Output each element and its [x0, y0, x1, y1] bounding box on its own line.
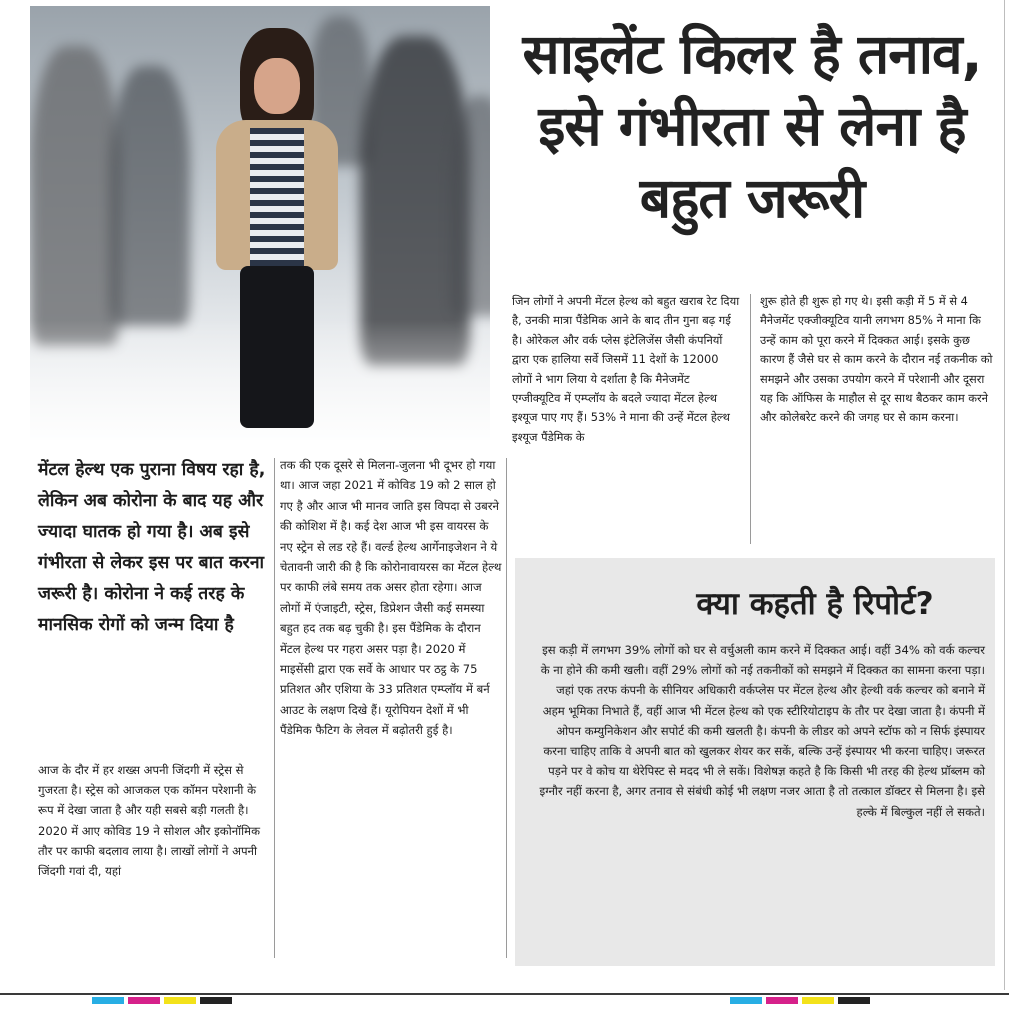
column-4-body: शुरू होते ही शुरू हो गए थे। इसी कड़ी में 5 में से 4 मैनेजमेंट एक्जीक्यूटिव यानी लगभग 85% ने माना कि उन्हें काम को पूरा करने में दिक्कत आई। इसके कुछ कारण हैं जैसे घर से काम करने के दौरान नई तकनीक को समझने और उसका उपयोग करने में परेशानी और दूसरा यह कि ऑफिस के माहौल से दूर साथ बैठकर काम करने और कोलेबरेट करने की जगह घर से काम करना। — [760, 294, 993, 425]
report-body: इस कड़ी में लगभग 39% लोगों को घर से वर्चुअली काम करने में दिक्कत आई। वहीं 34% को वर्क कल्चर के ना होने की कमी खली। वहीं 29% लोगों को नई तकनीकों को समझने में दिक्कत का सामना करना पड़ा। जहां एक तरफ कंपनी के सीनियर अधिकारी वर्कप्लेस पर मेंटल हेल्थ और हेल्थी वर्क कल्चर को बनाने में अहम भूमिका निभाते हैं, वहीं आज भी मेंटल हेल्थ को एक स्टीरियोटाइप के तौर पर देखा जाता है। कंपनी में ओपन कम्युनिकेशन और सपोर्ट की कमी खलती है। कंपनी के लीडर को अपने स्टॉफ को न सिर्फ इंस्पायर करना चाहिए ताकि वे अपनी बात को खुलकर शेयर कर सकें, बल्कि उन्हें इंस्पायर भी करना चाहिए। जरूरत पड़ने पर वे कोच या थेरेपिस्ट से मदद भी ले सकें। विशेषज्ञ कहते है कि किसी भी तरह की हेल्थ प्रॉब्लम को इग्नौर नहीं करना है, अगर तनाव से संबंधी कोई भी लक्षण नजर आता है तो तत्काल डॉक्टर से मिलना है। इसे हल्के में बिल्कुल नहीं ले सकते। — [539, 643, 985, 819]
registration-color-bars — [730, 997, 870, 1004]
registration-color-bars — [92, 997, 232, 1004]
black-mark — [200, 997, 232, 1004]
stressed-woman-photo — [30, 6, 490, 440]
column-2-body: तक की एक दूसरे से मिलना-जुलना भी दूभर हो गया था। आज जहा 2021 में कोविड 19 को 2 साल हो गए है और आज भी मानव जाति इस विपदा से उबरने की कोशिश में है। कई देश आज भी इस वायरस के नए स्ट्रेन से लड रहे हैं। वर्ल्ड हेल्थ आर्गेनाइजेशन ने ये चेतावनी जारी की है कि कोरोनावायरस का मेंटल हेल्थ पर काफी लंबे समय तक असर होता रहेगा। आज लोगों में एंजाइटी, स्ट्रेस, डिप्रेशन जैसी कई समस्या बहुत हद तक बढ़ चुकी है। इस पैंडेमिक के दौरान मेंटल हेल्थ पर गहरा असर पड़ा है। 2020 में माइसेंसी द्वारा एक सर्वे के आधार पर ठट्ठ के 75 प्रतिशत और एशिया के 33 प्रतिशत एम्प्लॉय में बर्न आउट के लक्षण दिखे हैं। यूरोपियन देशों में भी पैंडेमिक फैटिग के लेवल में बढ़ोतरी हुई है। — [280, 458, 502, 738]
report-box — [515, 558, 995, 966]
blurred-pedestrian — [110, 66, 190, 326]
blurred-pedestrian — [450, 96, 490, 316]
column-divider — [750, 294, 751, 544]
article-lead: मेंटल हेल्थ एक पुराना विषय रहा है, लेकिन अब कोरोना के बाद यह और ज्यादा घातक हो गया है। अब इसे गंभीरता से लेकर इस पर बात करना जरूरी है। कोरोना ने कई तरह के मानसिक रोगों को जन्म दिया है — [38, 460, 266, 635]
woman-covering-face-figure — [212, 28, 342, 428]
magenta-mark — [766, 997, 798, 1004]
cyan-mark — [92, 997, 124, 1004]
page-bottom-rule — [0, 993, 1009, 995]
column-1-body: आज के दौर में हर शख्स अपनी जिंदगी में स्ट्रेस से गुजरता है। स्ट्रेस को आजकल एक कॉमन परेशानी के रूप में देखा जाता है और यही सबसे बड़ी गलती है। 2020 में आए कोविड 19 ने सोशल और इकोनॉमिक तौर पर काफी बदलाव लाया है। लाखों लोगों ने अपनी जिंदगी गवां दी, यहां — [38, 763, 260, 879]
cyan-mark — [730, 997, 762, 1004]
page-edge-rule — [1004, 0, 1005, 990]
magenta-mark — [128, 997, 160, 1004]
hands-over-face — [254, 58, 300, 114]
black-mark — [838, 997, 870, 1004]
column-3-body: जिन लोगों ने अपनी मेंटल हेल्थ को बहुत खराब रेट दिया है, उनकी मात्रा पैंडेमिक आने के बाद तीन गुना बढ़ गई है। ओरेकल और वर्क प्लेस इंटेलिजेंस जैसी कंपनियों द्वारा एक हालिया सर्वे जिसमें 11 देशों के 12000 लोगों ने भाग लिया ये दर्शाता है कि मैनेजमेंट एग्जीक्यूटिव में एम्प्लॉय के बदले ज्यादा मेंटल हेल्थ इश्यूज पाए गए हैं। 53% ने माना की उन्हें मेंटल हेल्थ इश्यूज पैंडेमिक के — [512, 294, 740, 444]
column-divider — [274, 458, 275, 958]
article-headline: साइलेंट किलर है तनाव, इसे गंभीरता से लेना है बहुत जरूरी — [522, 22, 982, 230]
yellow-mark — [802, 997, 834, 1004]
column-divider — [506, 458, 507, 958]
yellow-mark — [164, 997, 196, 1004]
report-title: क्या कहती है रिपोर्ट? — [696, 586, 934, 622]
blurred-pedestrian — [30, 46, 120, 346]
